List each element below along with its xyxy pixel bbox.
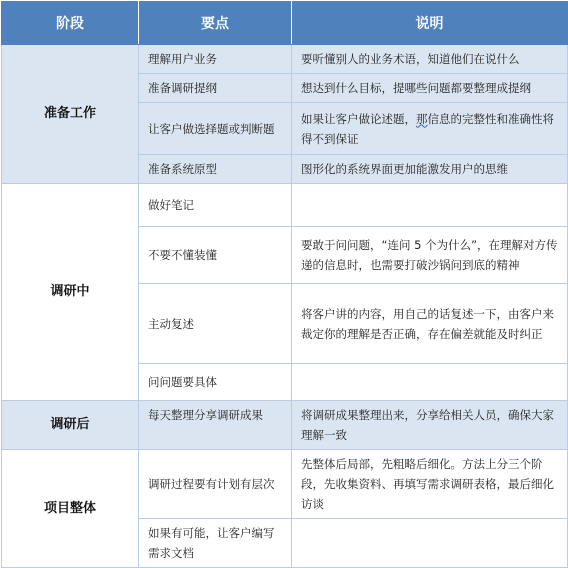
description-cell: 图形化的系统界面更加能激发用户的思维 bbox=[292, 155, 568, 184]
point-cell: 如果有可能，让客户编写需求文档 bbox=[139, 519, 292, 568]
description-text: 如果让客户做论述题， bbox=[301, 111, 416, 126]
point-cell: 每天整理分享调研成果 bbox=[139, 401, 292, 450]
description-cell: 将调研成果整理出来，分享给相关人员，确保大家理解一致 bbox=[292, 401, 568, 450]
stage-cell-prep: 准备工作 bbox=[2, 45, 139, 184]
spellcheck-underlined-text: 那 bbox=[416, 111, 428, 126]
description-text: 信息的完整性和准确性将得不到保证 bbox=[301, 111, 554, 146]
description-cell: 要敢于问问题，“连问 5 个为什么”，在理解对方传递的信息时，也需要打破沙锅问到底的精神 bbox=[292, 227, 568, 284]
point-cell: 问问题要具体 bbox=[139, 364, 292, 401]
header-point: 要点 bbox=[139, 2, 292, 45]
point-cell: 理解用户业务 bbox=[139, 45, 292, 74]
description-cell bbox=[292, 184, 568, 227]
stage-cell-overall: 项目整体 bbox=[2, 450, 139, 568]
description-cell: 将客户讲的内容，用自己的话复述一下，由客户来裁定你的理解是否正确，存在偏差就能及时纠正 bbox=[292, 284, 568, 364]
description-cell bbox=[292, 519, 568, 568]
stage-cell-after: 调研后 bbox=[2, 401, 139, 450]
description-cell: 先整体后局部，先粗略后细化。方法上分三个阶段，先收集资料、再填写需求调研表格，最后细化访谈 bbox=[292, 450, 568, 519]
description-cell: 要听懂别人的业务术语，知道他们在说什么 bbox=[292, 45, 568, 74]
point-cell: 主动复述 bbox=[139, 284, 292, 364]
header-stage: 阶段 bbox=[2, 2, 139, 45]
description-cell: 想达到什么目标，提哪些问题都要整理成提纲 bbox=[292, 74, 568, 103]
research-guidelines-table bbox=[1, 1, 568, 568]
table-row bbox=[2, 45, 568, 74]
description-cell bbox=[292, 103, 568, 155]
table-row bbox=[2, 184, 568, 227]
table-row bbox=[2, 401, 568, 450]
point-cell: 准备调研提纲 bbox=[139, 74, 292, 103]
table-row bbox=[2, 450, 568, 519]
header-description: 说明 bbox=[292, 2, 568, 45]
point-cell: 让客户做选择题或判断题 bbox=[139, 103, 292, 155]
header-row bbox=[2, 2, 568, 45]
point-cell: 调研过程要有计划有层次 bbox=[139, 450, 292, 519]
point-cell: 做好笔记 bbox=[139, 184, 292, 227]
stage-cell-during: 调研中 bbox=[2, 184, 139, 401]
point-cell: 准备系统原型 bbox=[139, 155, 292, 184]
description-cell bbox=[292, 364, 568, 401]
point-cell: 不要不懂装懂 bbox=[139, 227, 292, 284]
